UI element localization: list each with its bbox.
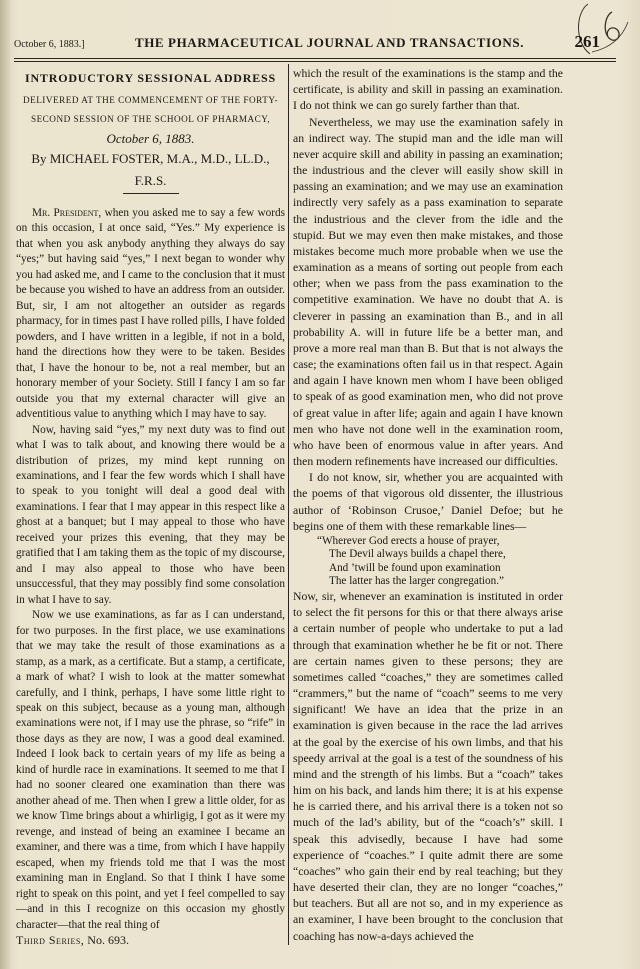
- paragraph: Now, sir, whenever an examination is instituted in order to select the fit persons for this or that there always arise a certain number of people who undertake to put a lad through that examination whether he be fit or not. There are certain names given to these persons; they are sometimes called “coaches,” they are sometimes called “crammers,” but the name of “coach” seems to me very significant! We have an idea that the prize in an examination is given because in the race the lad arrives at the goal by the exercise of his own limbs, and that his speedy arrival at the goal is a test of the soundness of his mind and the strength of his limbs. But a “coach” takes him on his back, and lands him there; it is at his expense he is carried there, and his arrival there is a token not so much of the lad’s ability, but of the “coach’s” skill. I speak this advisedly, because I have had some experience of “coaches.” I quite admit there are some “coaches” who gain their end by real teaching; but they have deserted their clan, they are no longer “coaches,” but teachers. But all are not so, and in my experience as an examiner, I have been brought to the conclusion that coaching has now-a-days achieved the: [293, 589, 563, 943]
- poem-line: And ’twill be found upon examination: [329, 561, 501, 574]
- journal-title: THE PHARMACEUTICAL JOURNAL AND TRANSACTIONS.: [134, 35, 525, 50]
- article-subtitle-line-2: SECOND SESSION OF THE SCHOOL OF PHARMACY,: [30, 114, 271, 124]
- header-date: October 6, 1883.]: [14, 39, 85, 50]
- paragraph: Now we use examinations, as far as I can understand, for two purposes. In the first place, we use examinations that we may take the result of those examinations as a stamp, as a mark, as a certificate. But a stamp, a certificate, a mark of what? I wish to look at the matter somewhat carefully, and I think, perhaps, I have some little right to speak on this subject, because as a young man, although examinations were not, if I may use the phrase, so “rife” in those days as they are now, I was a good deal examined. Indeed I look back to certain years of my life as being a kind of hurdle race in examinations. It seemed to me that I had no sooner cleared one examination than there was another ahead of me. Then when I grew a little older, for as we know Time brings about a whirligig, I got as it were my revenge, and instead of being an examinee I became an examiner, and there was a time, from which I have happily escaped, when my friends told me that I was the most examining man in England. So that I think I have some right to speak on this point, and yet I feel compelled to say—and in this I recognize on this occasion my ghostly character—that the real thing of: [16, 609, 285, 931]
- series-label: Third Series,: [16, 933, 85, 948]
- series-footer: [16, 933, 285, 948]
- byline-rule: [123, 193, 179, 194]
- paragraph: Now, having said “yes,” my next duty was to find out what I was to talk about, and knowing there would be a distribution of prizes, my mind kept running on examinations, and I fear the few words which I shall have to speak to you tonight will deal a good deal with examinations. I fear that I may appear in this respect like a ghost at a banquet; but I may appeal to those who have received your prizes this evening, that they may be gratified that I am taking them as the topic of my discourse, and I may also appeal to those who have been unsuccessful, that they may possibly find some consolation in what I have to say.: [16, 423, 285, 606]
- left-column: [16, 66, 285, 947]
- poem-line: The latter has the larger congregation.”: [329, 575, 504, 588]
- article-subtitle-line-1: DELIVERED AT THE COMMENCEMENT OF THE FORTY-: [22, 95, 279, 105]
- header-rule-thin: [14, 61, 616, 62]
- page-binding-edge: [0, 0, 10, 969]
- paragraph-text: when you asked me to say a few words on this occasion, I at once said, “Yes.” My experience is that when you ask anybody anything they always do say “yes;” but having said “yes,” I next began to wonder why you had asked me, and I came to the conclusion that it must be because you wished to have an address from an outsider. But, sir, I am not altogether an outsider as regards pharmacy, for in times past I have rolled pills, I have folded powders, and I have written in a legible, if not in a bold, hand the directions how they were to be taken. Besides that, I have the honour to be, not a real member, but an honorary member of your Society. Still I fancy I am so far outside you that my external character will give an adventitious value to anything which I may have to say.: [16, 207, 285, 421]
- poem-line: “Wherever God erects a house of prayer,: [317, 534, 500, 547]
- series-number: No. 693.: [84, 933, 129, 948]
- right-column: [293, 66, 563, 947]
- paragraph: Nevertheless, we may use the examination safely in an indirect way. The stupid man and the idle man will never acquire skill and ability in passing an examination; the industrious and the clever will easily show skill in passing an examination; and we may use an examination indirectly very safely as a pass examination to separate the industrious and the clever from the idle and the stupid. But we may even then make mistakes, and those mistakes become much more probable when we use the examination as a means of sorting out people from each other; when we pass from the pass examination to the competitive examination. We have no doubt that A. is cleverer in passing an examination than B., and in all probability A. will in future life be a better man, and prove a more real man than B. But that is not always the case; the examinations often fail us in that respect. Again and again I have known men whom I have been obliged to speak of as good examination men, who did not prove of great value in after life; again and again I have known men who have not done well in the examination room, who have been of enormous value in after years. And then modern refinements have increased our difficulties.: [293, 115, 563, 469]
- article-byline: By MICHAEL FOSTER, M.A., M.D., LL.D., F.R.S.: [31, 151, 270, 188]
- running-header: [14, 32, 600, 56]
- page-number: 261: [574, 32, 600, 51]
- header-rule: [14, 58, 616, 59]
- paragraph: I do not know, sir, whether you are acquainted with the poems of that vigorous old dissenter, the illustrious author of ‘Robinson Crusoe,’ Daniel Defoe; but he begins one of them with these remarkable lines—: [293, 471, 563, 533]
- column-divider: [288, 64, 289, 945]
- article-date: October 6, 1883.: [106, 131, 195, 146]
- article-title: INTRODUCTORY SESSIONAL ADDRESS: [25, 71, 276, 85]
- poem-line: The Devil always builds a chapel there,: [329, 548, 506, 561]
- salutation: Mr. President,: [32, 207, 102, 219]
- poem-quote: [317, 535, 563, 589]
- paragraph: [16, 206, 285, 423]
- paragraph: which the result of the examinations is the stamp and the certificate, is ability and skill in passing an examination. I do not think we can go surely farther than that.: [293, 67, 563, 113]
